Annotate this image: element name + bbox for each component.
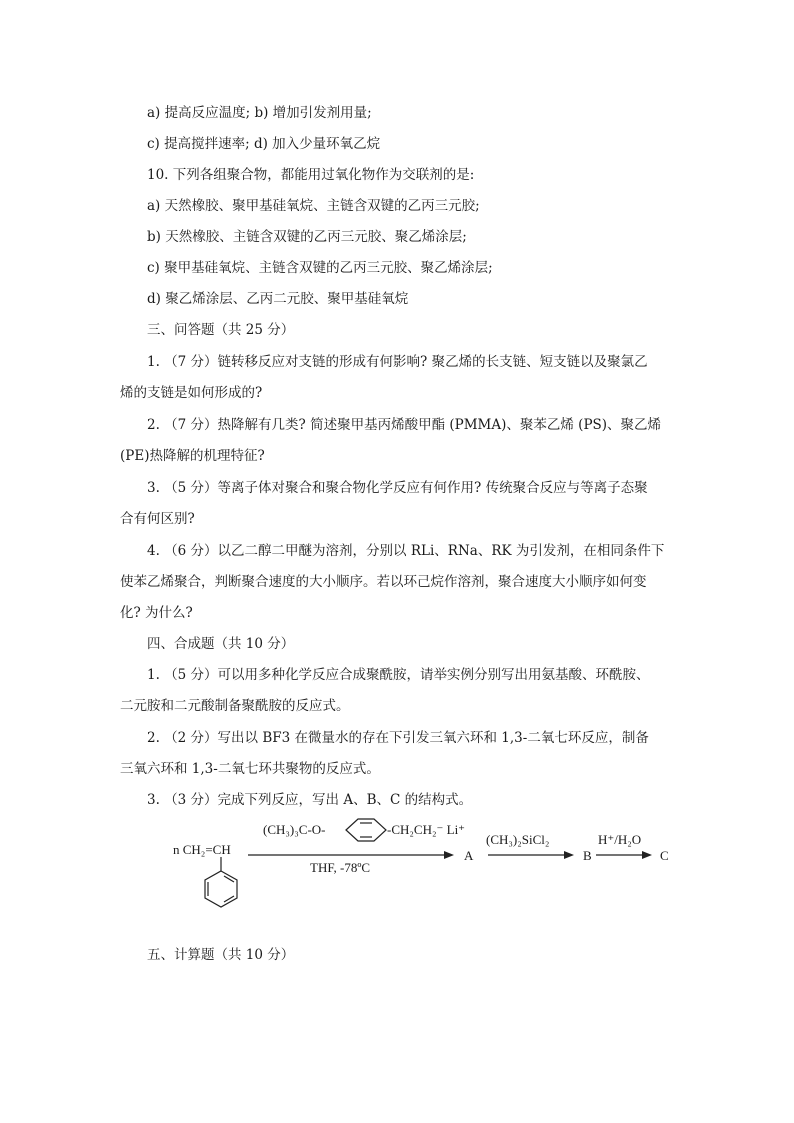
s4-q2-line1: 2. （2 分）写出以 BF3 在微量水的存在下引发三氧六环和 1,3-二氧七环反应，制备	[147, 730, 649, 746]
s3-q1-line2: 烯的支链是如何形成的?	[120, 385, 263, 401]
section-4-title: 四、合成题（共 10 分）	[147, 636, 295, 652]
section-5-title: 五、计算题（共 10 分）	[147, 947, 295, 963]
q10-option-d: d) 聚乙烯涂层、乙丙二元胶、聚甲基硅氧烷	[147, 291, 409, 307]
initiator-ring-outline	[346, 819, 386, 841]
styrene-ring-outline	[205, 871, 237, 907]
arrow-1-head	[444, 851, 454, 859]
s4-q1-line2: 二元胺和二元酸制备聚酰胺的反应式。	[120, 698, 350, 714]
q10-stem: 10. 下列各组聚合物，都能用过氧化物作为交联剂的是:	[147, 167, 475, 183]
initiator-left-label: (CH₃)₃C-O-	[263, 822, 326, 837]
s3-q3-line2: 合有何区别?	[120, 511, 195, 527]
s3-q1-line1: 1. （7 分）链转移反应对支链的形成有何影响? 聚乙烯的长支链、短支链以及聚氯乙	[147, 354, 648, 370]
arrow-3-head	[642, 851, 652, 859]
q9-options-cd: c) 提高搅拌速率; d) 加入少量环氧乙烷	[147, 136, 381, 152]
s3-q2-line2: (PE)热降解的机理特征?	[120, 448, 265, 464]
product-b-label: B	[583, 848, 592, 863]
conditions-label: THF, -78ºC	[310, 860, 371, 875]
arrow-2-head	[564, 851, 574, 859]
s3-q4-line3: 化? 为什么?	[120, 605, 193, 621]
q10-option-c: c) 聚甲基硅氧烷、主链含双键的乙丙三元胶、聚乙烯涂层;	[147, 260, 493, 276]
s3-q3-line1: 3. （5 分）等离子体对聚合和聚合物化学反应有何作用? 传统聚合反应与等离子态聚	[147, 480, 648, 496]
s4-q1-line1: 1. （5 分）可以用多种化学反应合成聚酰胺，请举实例分别写出用氨基酸、环酰胺、	[147, 667, 650, 683]
s4-q3: 3. （3 分）完成下列反应，写出 A、B、C 的结构式。	[147, 792, 473, 808]
q9-options-ab: a) 提高反应温度; b) 增加引发剂用量;	[147, 105, 372, 121]
reaction-scheme	[170, 815, 680, 915]
section-3-title: 三、问答题（共 25 分）	[147, 322, 295, 338]
s3-q4-line1: 4. （6 分）以乙二醇二甲醚为溶剂，分别以 RLi、RNa、RK 为引发剂，在相同条件下	[147, 543, 665, 559]
initiator-benzene-ring	[346, 819, 386, 841]
s3-q4-line2: 使苯乙烯聚合，判断聚合速度的大小顺序。若以环己烷作溶剂，聚合速度大小顺序如何变	[120, 574, 647, 590]
s4-q2-line2: 三氧六环和 1,3-二氧七环共聚物的反应式。	[120, 761, 380, 777]
product-c-label: C	[660, 848, 669, 863]
styrene-benzene-ring	[205, 857, 237, 907]
initiator-right-label: -CH₂CH₂⁻ Li⁺	[387, 822, 466, 837]
reagent-3-label: H⁺/H₂O	[598, 832, 642, 847]
q10-option-a: a) 天然橡胶、聚甲基硅氧烷、主链含双键的乙丙三元胶;	[147, 198, 480, 214]
q10-option-b: b) 天然橡胶、主链含双键的乙丙三元胶、聚乙烯涂层;	[147, 229, 467, 245]
s3-q2-line1: 2. （7 分）热降解有几类? 简述聚甲基丙烯酸甲酯 (PMMA)、聚苯乙烯 (PS)、聚乙烯	[147, 417, 662, 433]
reagent-2-label: (CH₃)₂SiCl₂	[486, 832, 550, 847]
monomer-label: n CH₂=CH	[173, 842, 231, 857]
product-a-label: A	[464, 848, 474, 863]
